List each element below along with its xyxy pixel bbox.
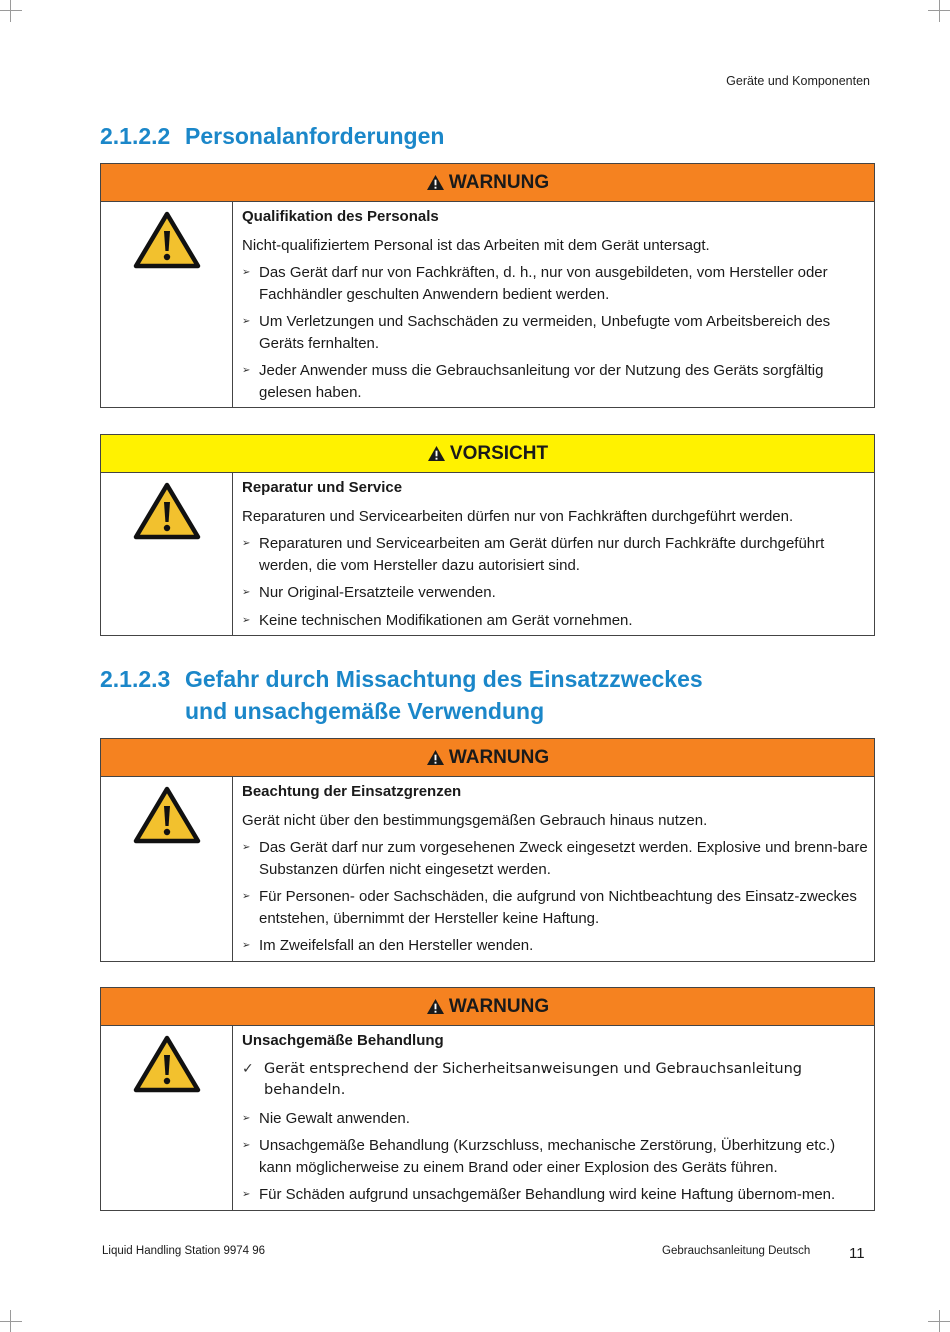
warning-triangle-icon <box>133 1035 201 1093</box>
notice-icon-cell <box>101 1026 233 1210</box>
notice-signal-word: WARNUNG <box>448 746 550 768</box>
list-item: ➢ Für Schäden aufgrund unsachgemäßer Behandlung wird keine Haftung übernom-men. <box>242 1184 868 1206</box>
list-item: ➢ Nur Original-Ersatzteile verwenden. <box>242 582 868 604</box>
check-list-item: ✓ Gerät entsprechend der Sicherheitsanweisungen und Gebrauchsanleitung behandeln. <box>242 1059 868 1102</box>
notice-list <box>242 1059 868 1206</box>
list-item: ➢ Im Zweifelsfall an den Hersteller wenden. <box>242 935 868 957</box>
warning-triangle-small-icon <box>427 445 446 462</box>
caution-notice <box>100 434 875 636</box>
notice-subheading: Reparatur und Service <box>242 479 403 496</box>
notice-subheading: Unsachgemäße Behandlung <box>242 1032 444 1049</box>
list-item: ➢ Unsachgemäße Behandlung (Kurzschluss, mechanische Zerstörung, Überhitzung etc.) kann möglicherweise zu einem Brand oder einer Explosion des Geräts führen. <box>242 1135 868 1178</box>
notice-signal-word: WARNUNG <box>448 995 550 1017</box>
notice-header <box>101 164 874 202</box>
notice-subheading: Beachtung der Einsatzgrenzen <box>242 783 462 800</box>
section-heading <box>100 120 880 152</box>
notice-header <box>101 435 874 473</box>
warning-triangle-small-icon <box>426 174 445 191</box>
warning-triangle-small-icon <box>426 998 445 1015</box>
warning-notice <box>100 163 875 408</box>
section-number: 2.1.2.2 <box>100 123 171 149</box>
warning-triangle-icon <box>133 211 201 269</box>
notice-list <box>242 262 868 403</box>
list-item: ➢ Um Verletzungen und Sachschäden zu vermeiden, Unbefugte vom Arbeitsbereich des Geräts fernhalten. <box>242 311 868 354</box>
warning-triangle-icon <box>133 786 201 844</box>
notice-content <box>233 1026 874 1210</box>
notice-lead: Reparaturen und Servicearbeiten dürfen nur von Fachkräften durchgeführt werden. <box>242 507 794 525</box>
crop-mark <box>10 0 11 22</box>
notice-lead: Nicht-qualifiziertem Personal ist das Arbeiten mit dem Gerät untersagt. <box>242 236 710 254</box>
list-item: ➢ Keine technischen Modifikationen am Gerät vornehmen. <box>242 610 868 632</box>
warning-triangle-small-icon <box>426 749 445 766</box>
notice-header <box>101 988 874 1026</box>
footer-product: Liquid Handling Station 9974 96 <box>102 1245 266 1257</box>
notice-content <box>233 202 874 407</box>
crop-mark <box>0 10 22 11</box>
warning-triangle-icon <box>133 482 201 540</box>
section-heading <box>100 663 880 727</box>
section-number: 2.1.2.3 <box>100 666 171 692</box>
notice-icon-cell <box>101 473 233 635</box>
notice-lead: Gerät nicht über den bestimmungsgemäßen Gebrauch hinaus nutzen. <box>242 811 708 829</box>
list-item: ➢ Das Gerät darf nur zum vorgesehenen Zweck eingesetzt werden. Explosive und brenn-bare Substanzen dürfen nicht eingesetzt werden. <box>242 837 868 880</box>
notice-signal-word: WARNUNG <box>448 171 550 193</box>
list-item: ➢ Reparaturen und Servicearbeiten am Gerät dürfen nur durch Fachkräfte durchgeführt werden, die vom Hersteller dazu autorisiert sind. <box>242 533 868 576</box>
section-title: Personalanforderungen <box>185 123 445 149</box>
running-header: Geräte und Komponenten <box>726 74 870 88</box>
crop-mark <box>0 1321 22 1322</box>
notice-content <box>233 777 874 961</box>
notice-list <box>242 533 868 631</box>
warning-notice <box>100 738 875 962</box>
notice-signal-word: VORSICHT <box>449 442 549 464</box>
list-item: ➢ Für Personen- oder Sachschäden, die aufgrund von Nichtbeachtung des Einsatz-zweckes entstehen, übernimmt der Hersteller keine Haftung. <box>242 886 868 929</box>
section-title: Gefahr durch Missachtung des Einsatzzweckes und unsachgemäße Verwendung <box>185 666 703 724</box>
notice-list <box>242 837 868 957</box>
footer-document: Gebrauchsanleitung Deutsch <box>662 1245 811 1257</box>
notice-header <box>101 739 874 777</box>
list-item: ➢ Jeder Anwender muss die Gebrauchsanleitung vor der Nutzung des Geräts sorgfältig gelesen haben. <box>242 360 868 403</box>
crop-mark <box>928 1321 950 1322</box>
notice-icon-cell <box>101 202 233 407</box>
notice-content <box>233 473 874 635</box>
notice-icon-cell <box>101 777 233 961</box>
list-item: ➢ Nie Gewalt anwenden. <box>242 1108 868 1130</box>
crop-mark <box>939 0 940 22</box>
page-number: 11 <box>849 1245 865 1262</box>
list-item: ➢ Das Gerät darf nur von Fachkräften, d. h., nur von ausgebildeten, vom Hersteller oder Fachhändler geschulten Anwendern bedient werden. <box>242 262 868 305</box>
notice-subheading: Qualifikation des Personals <box>242 208 439 225</box>
crop-mark <box>928 10 950 11</box>
warning-notice <box>100 987 875 1211</box>
